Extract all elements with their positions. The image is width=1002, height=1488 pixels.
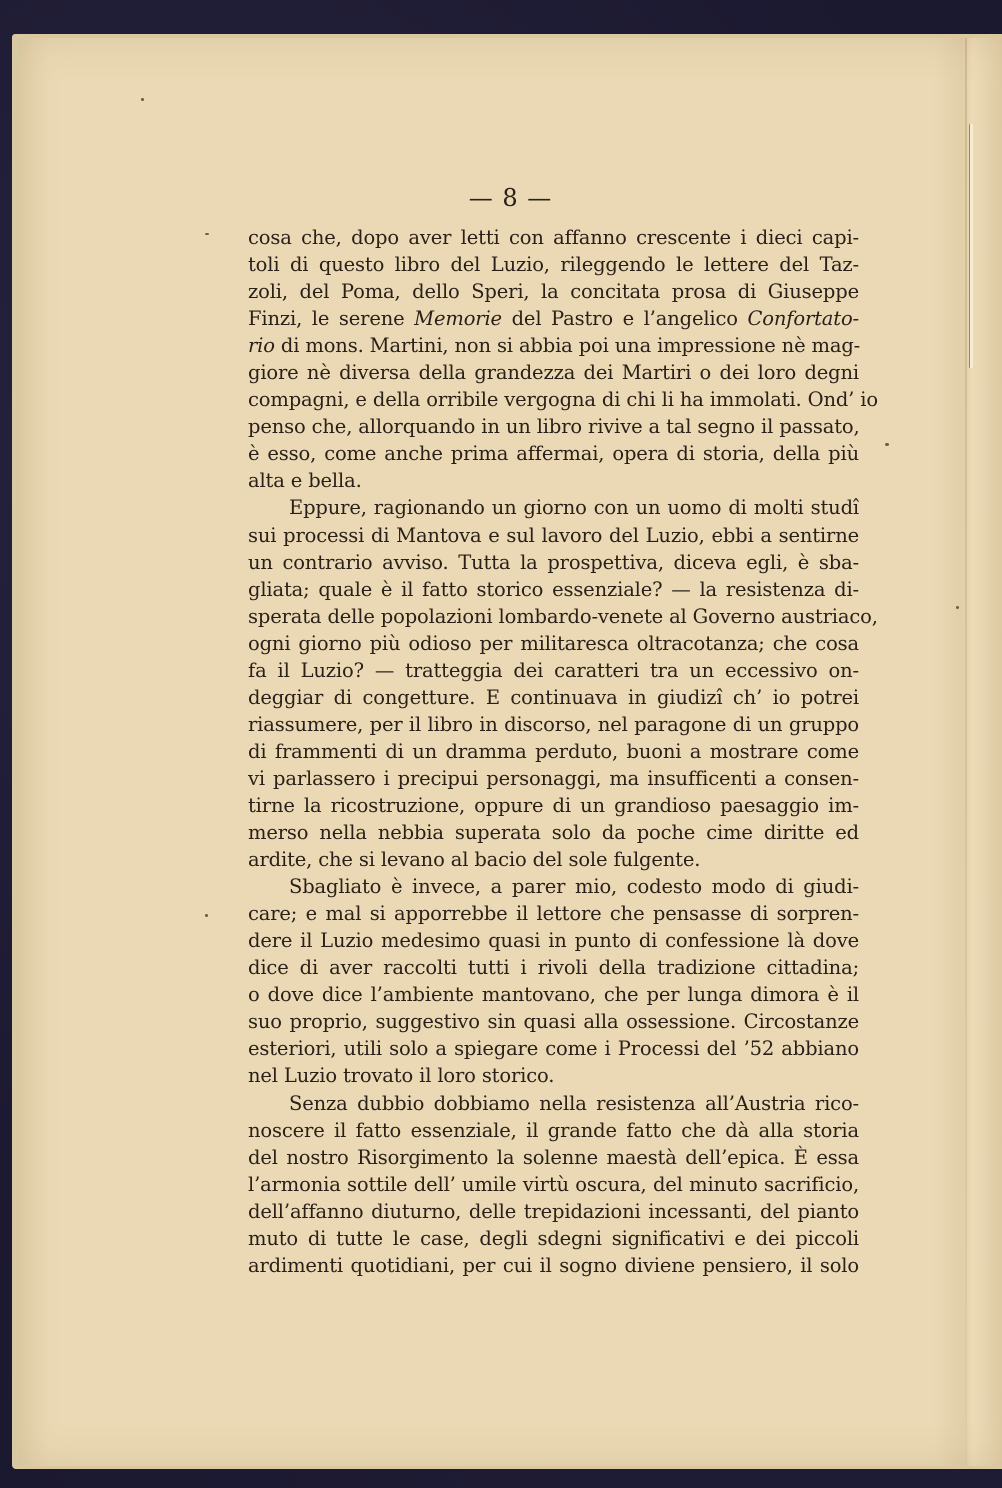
book-page (19, 38, 1002, 1466)
text-line: dice di aver raccolti tutti i rivoli della tradizione cittadina; (248, 956, 859, 980)
text-line: riassumere, per il libro in discorso, nel paragone di un gruppo (248, 712, 859, 736)
text-line: penso che, allorquando in un libro rivive a tal segno il passato, (248, 415, 860, 439)
text-line: giore nè diversa della grandezza dei Martiri o dei loro degni (248, 361, 859, 385)
text-line: care; e mal si apporrebbe il lettore che pensasse di sorpren- (248, 902, 859, 926)
text-line: un contrario avviso. Tutta la prospettiva, diceva egli, è sba- (248, 550, 859, 574)
text-line: ardimenti quotidiani, per cui il sogno diviene pensiero, il solo (248, 1253, 859, 1277)
paper-speck (956, 606, 959, 609)
italic-title: rio (248, 334, 275, 358)
text-line: Eppure, ragionando un giorno con un uomo di molti studî (289, 496, 859, 520)
text-line: o dove dice l’ambiente mantovano, che per lunga dimora è il (248, 983, 859, 1007)
text-line: alta e bella. (248, 469, 362, 493)
text-line: zoli, del Poma, dello Speri, la concitata prosa di Giuseppe (248, 280, 859, 304)
paper-speck (205, 914, 208, 917)
paragraph (248, 494, 878, 873)
paper-speck (885, 443, 889, 446)
page-number: — 8 — (468, 184, 553, 212)
text-line: nel Luzio trovato il loro storico. (248, 1064, 555, 1088)
text-line: sui processi di Mantova e sul lavoro del Luzio, ebbi a sentirne (248, 523, 859, 547)
text-line: muto di tutte le case, degli sdegni significativi e dei piccoli (248, 1226, 859, 1250)
body-text (248, 224, 878, 1279)
text-line: dere il Luzio medesimo quasi in punto di confessione là dove (248, 929, 859, 953)
text-line-with-italics: Finzi, le serene Memorie del Pastro e l’angelico Confortato- (248, 307, 859, 331)
italic-title: Memorie (414, 307, 502, 331)
text-line: noscere il fatto essenziale, il grande fatto che dà alla storia (248, 1118, 859, 1142)
text-line: di frammenti di un dramma perduto, buoni a mostrare come (248, 739, 859, 763)
text-line: esteriori, utili solo a spiegare come i Processi del ’52 abbiano (248, 1037, 859, 1061)
text-line: suo proprio, suggestivo sin quasi alla ossessione. Circostanze (248, 1010, 859, 1034)
text-line: compagni, e della orribile vergogna di chi li ha immolati. Ond’ io (248, 388, 878, 412)
text-line: cosa che, dopo aver letti con affanno crescente i dieci capi- (248, 226, 859, 249)
text-line: l’armonia sottile dell’ umile virtù oscura, del minuto sacrificio, (248, 1172, 859, 1196)
text-line: del nostro Risorgimento la solenne maestà dell’epica. È essa (248, 1145, 859, 1169)
italic-title: Confortato- (747, 307, 859, 331)
text-line: merso nella nebbia superata solo da poche cime diritte ed (248, 821, 859, 845)
text-line: deggiar di congetture. E continuava in giudizî ch’ io potrei (248, 685, 859, 709)
paper-speck (205, 233, 209, 235)
paper-speck (141, 98, 144, 101)
text-line: ardite, che si levano al bacio del sole fulgente. (248, 848, 701, 872)
text-line: è esso, come anche prima affermai, opera di storia, della più (248, 442, 859, 466)
text-line: vi parlassero i precipui personaggi, ma insufficenti a consen- (248, 766, 859, 790)
text-line: tirne la ricostruzione, oppure di un grandioso paesaggio im- (248, 793, 859, 817)
text-line: Senza dubbio dobbiamo nella resistenza all’Austria rico- (289, 1091, 859, 1115)
text-line: dell’affanno diuturno, delle trepidazioni incessanti, del pianto (248, 1199, 859, 1223)
paragraph (248, 1090, 859, 1279)
page-fold-line (965, 38, 967, 1466)
text-line: ogni giorno più odioso per militaresca oltracotanza; che cosa (248, 631, 859, 655)
text-line: fa il Luzio? — tratteggia dei caratteri tra un eccessivo on- (248, 658, 859, 682)
paragraph (248, 873, 859, 1089)
paragraph (248, 224, 878, 494)
text-line-with-italics: rio di mons. Martini, non si abbia poi una impressione nè mag- (248, 334, 861, 358)
text-line: gliata; quale è il fatto storico essenziale? — la resistenza di- (248, 577, 859, 601)
text-line: Sbagliato è invece, a parer mio, codesto modo di giudi- (289, 875, 859, 899)
paper-crease-mark (969, 124, 973, 368)
text-line: sperata delle popolazioni lombardo-venete al Governo austriaco, (248, 604, 878, 628)
text-line: toli di questo libro del Luzio, rileggendo le lettere del Taz- (248, 253, 859, 277)
